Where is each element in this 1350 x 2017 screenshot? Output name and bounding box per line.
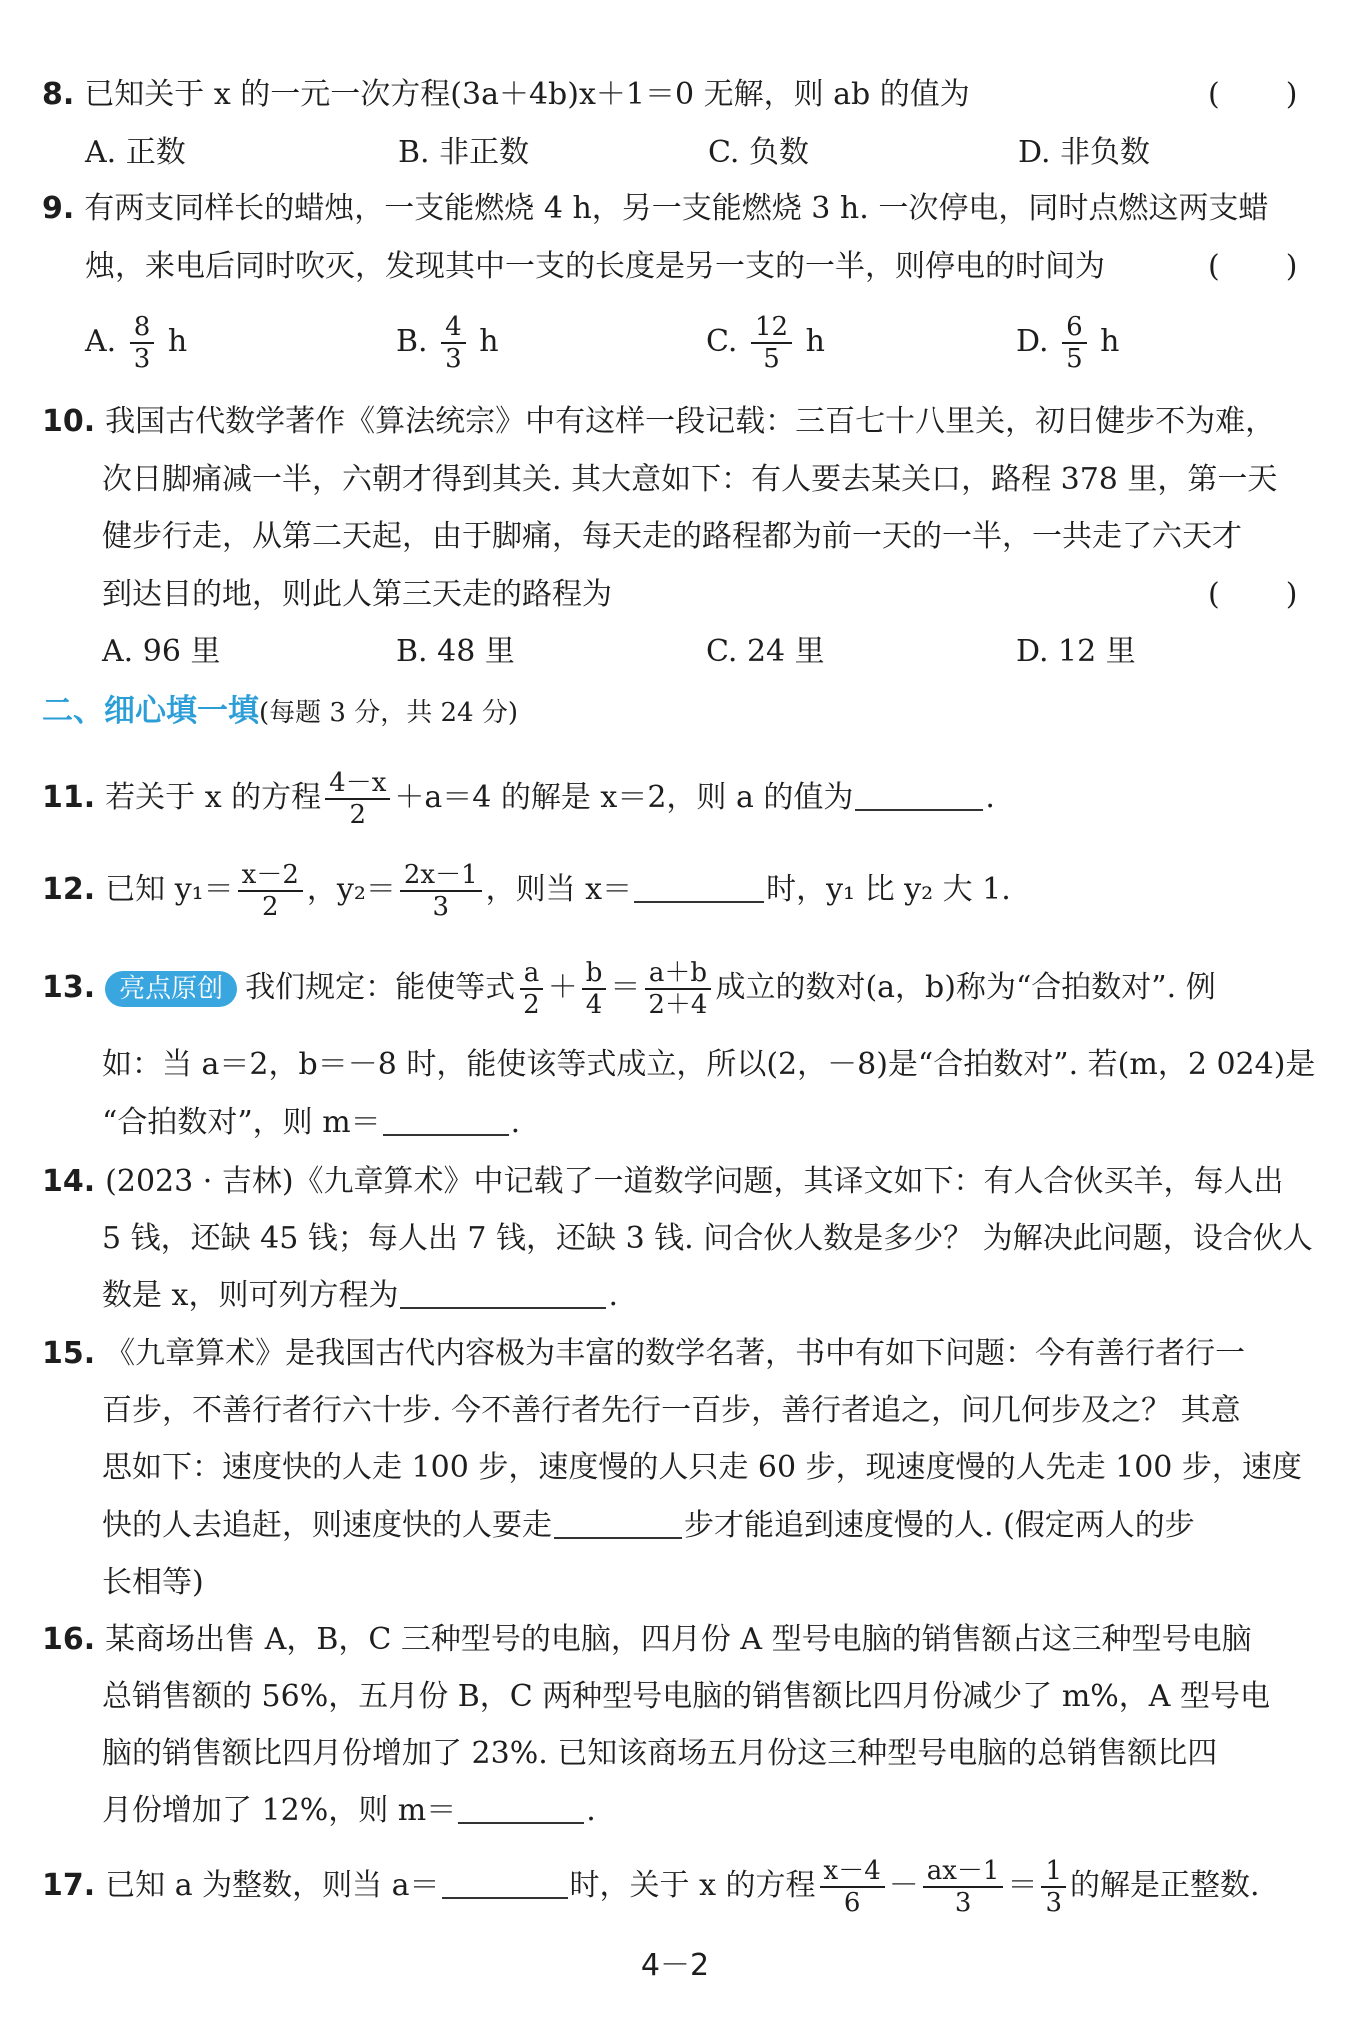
page-number: 4－2 (640, 1948, 710, 1983)
option-letter: B. (396, 324, 428, 359)
question-text-line (102, 1791, 596, 1831)
option-letter: A. (85, 324, 117, 359)
question-text: 数是 x，则可列方程为 (102, 1278, 399, 1313)
fraction-numerator: a (520, 958, 544, 990)
fraction-numerator: 4 (441, 312, 466, 344)
question-text: 《九章算术》是我国古代内容极为丰富的数学名著，书中有如下问题：今有善行者行一 (105, 1336, 1246, 1371)
fraction (441, 312, 466, 374)
question-text: 我们规定：能使等式 (245, 970, 516, 1005)
fraction-numerator: 4－x (325, 768, 390, 800)
fraction-denominator: 5 (763, 344, 780, 374)
fraction-denominator: 2 (262, 892, 279, 922)
question-end: . (510, 1105, 521, 1140)
question-number: 16. (42, 1622, 96, 1657)
question-text-line: 到达目的地，则此人第三天走的路程为 (102, 577, 612, 612)
operator: ＋ (547, 970, 578, 1005)
operator: ＝ (610, 970, 641, 1005)
question-text: 若关于 x 的方程 (105, 780, 322, 815)
question-text-line: 总销售额的 56%，五月份 B，C 两种型号电脑的销售额比四月份减少了 m%，A 型号电 (102, 1679, 1270, 1714)
question-16 (42, 1620, 1252, 1660)
fraction-numerator: 12 (751, 312, 792, 344)
option-b (396, 312, 499, 374)
question-text-line (102, 1276, 618, 1316)
operator: ＝ (1007, 1868, 1038, 1903)
option-b: B. 非正数 (398, 135, 530, 170)
question-text: 快的人去追赶，则速度快的人要走 (102, 1508, 552, 1543)
question-number: 11. (42, 780, 96, 815)
question-text-line: 如：当 a＝2，b＝－8 时，能使该等式成立，所以(2，－8)是“合拍数对”. 若(m，2 024)是 (102, 1047, 1316, 1082)
fraction (519, 958, 544, 1020)
fraction-numerator: 6 (1062, 312, 1087, 344)
answer-blank[interactable] (458, 1792, 584, 1824)
fraction-denominator: 5 (1066, 344, 1083, 374)
fraction-numerator: 1 (1041, 1856, 1066, 1888)
fraction (1041, 1856, 1066, 1918)
option-a (85, 312, 187, 374)
fraction-denominator: 3 (1045, 1888, 1063, 1918)
fraction-numerator: 2x－1 (400, 860, 482, 892)
question-text: (2023 · 吉林)《九章算术》中记载了一道数学问题，其译文如下：有人合伙买羊，每人出 (105, 1164, 1284, 1199)
question-text: “合拍数对”，则 m＝ (102, 1105, 381, 1140)
fraction-denominator: 2 (349, 800, 367, 830)
question-12 (42, 860, 1011, 922)
option-b: B. 48 里 (396, 634, 515, 669)
fraction (582, 958, 607, 1020)
question-text-line: 5 钱，还缺 45 钱；每人出 7 钱，还缺 3 钱. 问合伙人数是多少？ 为解决此问题，设合伙人 (102, 1221, 1313, 1256)
question-8 (42, 75, 970, 115)
fraction-denominator: 6 (843, 1888, 861, 1918)
option-c: C. 负数 (708, 135, 809, 170)
question-text: 已知 a 为整数，则当 a＝ (105, 1868, 440, 1903)
question-text-line: 烛，来电后同时吹灭，发现其中一支的长度是另一支的一半，则停电的时间为 (85, 249, 1105, 284)
question-end: . (586, 1793, 596, 1828)
question-text-line: 百步，不善行者行六十步. 今不善行者先行一百步，善行者追之，问几何步及之？ 其意 (102, 1393, 1241, 1428)
fraction (923, 1856, 1004, 1918)
answer-blank[interactable] (855, 779, 983, 811)
answer-paren: ( ) (1208, 77, 1300, 112)
question-text: 某商场出售 A，B，C 三种型号的电脑，四月份 A 型号电脑的销售额占这三种型号电脑 (105, 1622, 1252, 1657)
section-title: 二、细心填一填 (42, 693, 259, 729)
question-number: 14. (42, 1164, 96, 1199)
question-number: 17. (42, 1868, 96, 1903)
question-13 (42, 958, 1216, 1020)
fraction-numerator: a＋b (645, 958, 711, 990)
option-a: A. 正数 (85, 135, 186, 170)
option-unit: h (805, 324, 825, 359)
fraction (130, 312, 155, 374)
question-17 (42, 1856, 1260, 1918)
fraction-denominator: 4 (585, 990, 603, 1020)
question-number: 8. (42, 77, 75, 112)
question-number: 9. (42, 191, 75, 226)
question-end: . (608, 1278, 619, 1313)
answer-paren: ( ) (1208, 249, 1300, 284)
question-text: ，则当 x＝ (485, 872, 633, 907)
question-number: 12. (42, 872, 96, 907)
question-text-line: 思如下：速度快的人走 100 步，速度慢的人只走 60 步，现速度慢的人先走 100 步，速度 (102, 1450, 1302, 1485)
answer-blank[interactable] (554, 1507, 682, 1539)
original-badge: 亮点原创 (105, 971, 237, 1007)
fraction-numerator: b (582, 958, 607, 990)
question-14 (42, 1162, 1284, 1202)
question-text: 已知 y₁＝ (105, 872, 234, 907)
fraction (238, 860, 303, 922)
question-text: 时，y₁ 比 y₂ 大 1. (766, 872, 1011, 907)
operator: － (888, 1868, 919, 1903)
option-unit: h (479, 324, 499, 359)
section-note: (每题 3 分，共 24 分) (259, 698, 518, 728)
fraction (400, 860, 482, 922)
answer-blank[interactable] (634, 871, 764, 903)
question-10 (42, 402, 1275, 442)
option-unit: h (1100, 324, 1120, 359)
question-11 (42, 768, 995, 830)
question-text-line: 长相等) (102, 1565, 204, 1600)
answer-blank[interactable] (400, 1277, 606, 1309)
question-9 (42, 189, 1268, 229)
fraction-denominator: 2＋4 (648, 990, 708, 1020)
fraction-numerator: ax－1 (923, 1856, 1004, 1888)
option-a: A. 96 里 (102, 634, 221, 669)
fraction (1062, 312, 1087, 374)
question-text: 已知关于 x 的一元一次方程(3a＋4b)x＋1＝0 无解，则 ab 的值为 (84, 77, 970, 112)
option-c (706, 312, 825, 374)
question-text-line (102, 1506, 1195, 1546)
question-text-line: 健步行走，从第二天起，由于脚痛，每天走的路程都为前一天的一半，一共走了六天才 (102, 519, 1242, 554)
option-d: D. 非负数 (1018, 135, 1151, 170)
question-text: 月份增加了 12%，则 m＝ (102, 1793, 457, 1828)
fraction (325, 768, 390, 830)
fraction-denominator: 3 (432, 892, 450, 922)
option-c: C. 24 里 (706, 634, 825, 669)
question-text-line (102, 1103, 520, 1143)
fraction (644, 958, 711, 1020)
fraction-numerator: x－2 (238, 860, 303, 892)
answer-blank[interactable] (383, 1104, 509, 1136)
fraction-denominator: 3 (954, 1888, 972, 1918)
question-text: 成立的数对(a，b)称为“合拍数对”. 例 (715, 970, 1216, 1005)
option-d (1016, 312, 1120, 374)
question-end: . (985, 780, 995, 815)
fraction-numerator: x－4 (820, 1856, 885, 1888)
fraction-denominator: 2 (523, 990, 540, 1020)
fraction-numerator: 8 (130, 312, 155, 344)
question-text: 时，关于 x 的方程 (569, 1868, 816, 1903)
answer-paren: ( ) (1208, 577, 1300, 612)
question-text: ，y₂＝ (306, 872, 396, 907)
answer-blank[interactable] (442, 1867, 568, 1899)
question-text: 我国古代数学著作《算法统宗》中有这样一段记载：三百七十八里关，初日健步不为难， (105, 404, 1276, 439)
question-number: 13. (42, 970, 96, 1005)
question-text: 步才能追到速度慢的人. (假定两人的步 (684, 1508, 1195, 1543)
fraction-denominator: 3 (133, 344, 151, 374)
question-text-line: 脑的销售额比四月份增加了 23%. 已知该商场五月份这三种型号电脑的总销售额比四 (102, 1736, 1218, 1771)
question-text: 的解是正整数. (1070, 1868, 1260, 1903)
question-number: 10. (42, 404, 96, 439)
fraction (820, 1856, 885, 1918)
question-text: ＋a＝4 的解是 x＝2，则 a 的值为 (394, 780, 854, 815)
question-15 (42, 1334, 1245, 1374)
option-letter: C. (706, 324, 738, 359)
option-unit: h (167, 324, 188, 359)
option-d: D. 12 里 (1016, 634, 1136, 669)
option-letter: D. (1016, 324, 1049, 359)
section-heading (42, 690, 518, 734)
fraction-denominator: 3 (445, 344, 462, 374)
question-number: 15. (42, 1336, 96, 1371)
question-text: 有两支同样长的蜡烛，一支能燃烧 4 h，另一支能燃烧 3 h. 一次停电，同时点燃这两支蜡 (84, 191, 1269, 226)
question-text-line: 次日脚痛减一半，六朝才得到其关. 其大意如下：有人要去某关口，路程 378 里，第一天 (102, 462, 1278, 497)
fraction (751, 312, 792, 374)
